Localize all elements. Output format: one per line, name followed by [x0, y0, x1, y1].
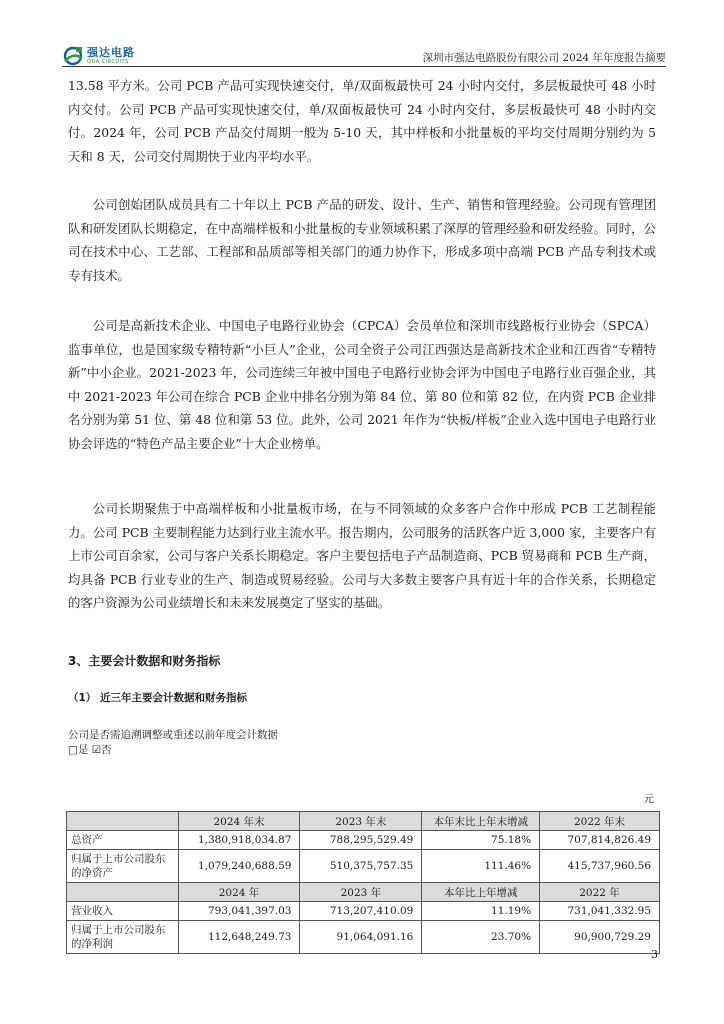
table-cell: 731,041,332.95 — [540, 902, 660, 921]
table-row — [67, 850, 660, 883]
table-header-cell: 2022 年 — [540, 883, 660, 902]
financial-data-table — [66, 811, 660, 954]
table-cell: 23.70% — [422, 921, 540, 954]
restatement-answer: □是 ☑否 — [68, 744, 112, 756]
table-header-cell: 2023 年末 — [300, 812, 422, 831]
table-header-cell — [67, 883, 179, 902]
table-cell: 1,380,918,034.87 — [178, 831, 300, 850]
logo-name-cn: 强达电路 — [87, 46, 135, 59]
table-header-cell: 2024 年 — [178, 883, 300, 902]
currency-unit: 元 — [643, 793, 654, 805]
table-cell: 112,648,249.73 — [178, 921, 300, 954]
row-label: 营业收入 — [67, 902, 179, 921]
table-cell: 11.19% — [422, 902, 540, 921]
company-logo — [62, 44, 135, 68]
row-label: 总资产 — [67, 831, 179, 850]
table-row — [67, 902, 660, 921]
table-row — [67, 831, 660, 850]
paragraph-delivery: 13.58 平方米。公司 PCB 产品可实现快速交付，单/双面板最快可 24 小时内交付，多层板最快可 48 小时内交付。公司 PCB 产品可实现快速交付，单/双面板最快可 24 小时内交付，多层板最快可 48 小时内交付。2024 年，公司 PCB 产品交付周期一般为 5-10 天，其中样板和小批量板的平均交付周期分别约为 5 天和 8 天，公司交付周期快于业内平均水平。 — [68, 78, 656, 164]
report-header-title: 深圳市强达电路股份有限公司 2024 年年度报告摘要 — [422, 52, 666, 64]
paragraph-team: 公司创始团队成员具有二十年以上 PCB 产品的研发、设计、生产、销售和管理经验。公司现有管理团队和研发团队长期稳定，在中高端样板和小批量板的专业领域积累了深厚的管理经验和研发经验。同时，公司在技术中心、工艺部、工程部和品质部等相关部门的通力协作下，形成多项中高端 PCB 产品专利技术或专有技术。 — [68, 197, 656, 283]
logo-name-en: QDA CIRCUITS — [87, 59, 129, 65]
table-cell: 510,375,757.35 — [300, 850, 422, 883]
table-header-cell: 本年末比上年末增减 — [422, 812, 540, 831]
table-cell: 713,207,410.09 — [300, 902, 422, 921]
table-cell: 91,064,091.16 — [300, 921, 422, 954]
table-cell: 90,900,729.29 — [540, 921, 660, 954]
table-cell: 707,814,826.49 — [540, 831, 660, 850]
sub-heading: （1） 近三年主要会计数据和财务指标 — [68, 692, 247, 704]
table-header-cell: 2022 年末 — [540, 812, 660, 831]
page-number: 3 — [651, 948, 658, 961]
table-cell: 793,041,397.03 — [178, 902, 300, 921]
paragraph-customers: 公司长期聚焦于中高端样板和小批量板市场，在与不同领域的众多客户合作中形成 PCB 工艺制程能力。公司 PCB 主要制程能力达到行业主流水平。报告期内，公司服务的活跃客户近 3,000 家，主要客户有上市公司百余家，公司与客户关系长期稳定。客户主要包括电子产品制造商、PCB 贸易商和 PCB 生产商，均具备 PCB 行业专业的生产、制造或贸易经验。公司与大多数主要客户具有近十年的合作关系，长期稳定的客户资源为公司业绩增长和未来发展奠定了坚实的基础。 — [68, 501, 656, 610]
table-header-row — [67, 883, 660, 902]
row-label: 归属于上市公司股东的净利润 — [67, 921, 179, 954]
section-heading: 3、主要会计数据和财务指标 — [68, 654, 221, 668]
table-header-row — [67, 812, 660, 831]
table-cell: 75.18% — [422, 831, 540, 850]
paragraph-honors: 公司是高新技术企业、中国电子电路行业协会（CPCA）会员单位和深圳市线路板行业协会（SPCA）监事单位，也是国家级专精特新“小巨人”企业，公司全资子公司江西强达是高新技术企业和江西省“专精特新”中小企业。2021-2023 年，公司连续三年被中国电子电路行业协会评为中国电子电路行业百强企业，其中 2021-2023 年公司在综合 PCB 企业中排名分别为第 84 位、第 80 位和第 82 位，在内资 PCB 企业排名分别为第 51 位、第 48 位和第 53 位。此外，公司 2021 年作为“快板/样板”企业入选中国电子电路行业协会评选的“特色产品主要企业”十大企业榜单。 — [68, 318, 656, 451]
header-divider — [62, 66, 666, 67]
table-cell: 111.46% — [422, 850, 540, 883]
table-header-cell — [67, 812, 179, 831]
table-header-cell: 2023 年 — [300, 883, 422, 902]
table-cell: 788,295,529.49 — [300, 831, 422, 850]
table-cell: 415,737,960.56 — [540, 850, 660, 883]
restatement-question: 公司是否需追溯调整或重述以前年度会计数据 — [68, 729, 278, 741]
table-header-cell: 2024 年末 — [178, 812, 300, 831]
table-row — [67, 921, 660, 954]
logo-icon — [62, 46, 84, 66]
row-label: 归属于上市公司股东的净资产 — [67, 850, 179, 883]
table-cell: 1,079,240,688.59 — [178, 850, 300, 883]
table-header-cell: 本年比上年增减 — [422, 883, 540, 902]
